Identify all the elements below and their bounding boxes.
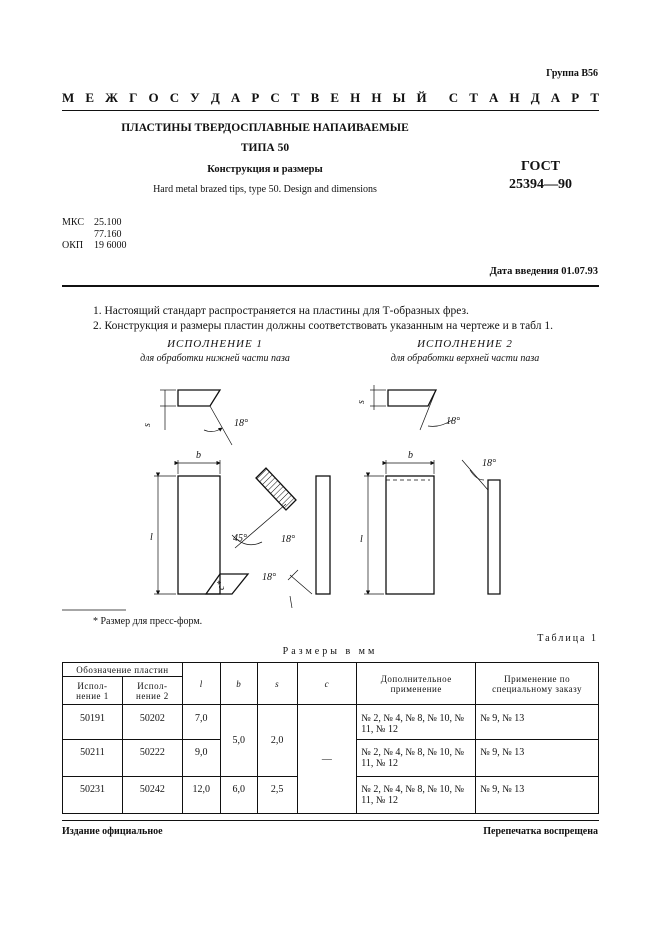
banner-letter: Р (571, 90, 580, 105)
banner-letter: Ж (105, 90, 118, 105)
banner-letter: Н (350, 90, 361, 105)
execution-2-title: ИСПОЛНЕНИЕ 2 (417, 338, 513, 350)
ex2-front-view (386, 476, 434, 594)
cell-ex2: 50242 (122, 777, 182, 814)
th-ex2: Испол-нение 2 (122, 677, 182, 705)
th-ex1: Испол-нение 1 (63, 677, 123, 705)
banner-letter: Е (330, 90, 340, 105)
paragraph-1: 1. Настоящий стандарт распространяется на пластины для Т-образных фрез. (93, 305, 469, 317)
ex1-bevel (206, 574, 248, 594)
banner-letter: В (310, 90, 320, 105)
cell-extra: № 2, № 4, № 8, № 10, № 11, № 12 (357, 740, 476, 777)
gost-label: ГОСТ (520, 159, 561, 174)
banner-letter: Г (129, 90, 138, 105)
banner-letter: Т (469, 90, 478, 105)
banner-letter: Ы (392, 90, 406, 105)
cell-ex1: 50231 (63, 777, 123, 814)
banner-letter: М (62, 90, 75, 105)
cell-b: 6,0 (220, 777, 257, 814)
footnote: * Размер для пресс-форм. (93, 616, 203, 627)
banner-letter: А (230, 90, 241, 105)
banner-letter: Д (530, 90, 540, 105)
th-l: l (182, 663, 220, 705)
banner-letter: У (190, 90, 200, 105)
th-special: Применение по специальному заказу (476, 663, 599, 705)
execution-2-subtitle: для обработки верхней части паза (390, 353, 540, 364)
ex1-side-view (316, 476, 330, 594)
title-line-2: ТИПА 50 (240, 142, 290, 154)
cell-ex1: 50191 (63, 705, 123, 740)
ex1-section (256, 468, 296, 510)
banner-letter: А (489, 90, 499, 105)
banner-letter: А (550, 90, 561, 105)
cell-b-merged: 5,0 (220, 705, 257, 777)
cell-special: № 9, № 13 (476, 740, 599, 777)
angle-18-ex1-section: 18° (281, 534, 295, 545)
dim-b-ex2: b (408, 450, 413, 461)
th-designation: Обозначение пластин (63, 663, 183, 677)
dim-c: c* (216, 580, 227, 590)
title-english: Hard metal brazed tips, type 50. Design and dimensions (153, 184, 377, 195)
footer-rule (62, 820, 599, 821)
dimensions-table (62, 662, 599, 814)
code-value: 25.100 (94, 217, 122, 228)
execution-1-subtitle: для обработки нижней части паза (140, 353, 290, 364)
code-value: 19 6000 (94, 240, 127, 251)
execution-1-title: ИСПОЛНЕНИЕ 1 (167, 338, 263, 350)
banner-letter: Е (85, 90, 95, 105)
code-key: ОКП (62, 240, 84, 251)
ex2-top-view (388, 390, 436, 406)
cell-ex1: 50211 (63, 740, 123, 777)
angle-18-ex2-side: 18° (482, 458, 496, 469)
cell-s-merged: 2,0 (257, 705, 297, 777)
cell-l: 9,0 (182, 740, 220, 777)
cell-ex2: 50222 (122, 740, 182, 777)
date-label: Дата введения (489, 266, 559, 277)
cell-ex2: 50202 (122, 705, 182, 740)
footer-official-edition: Издание официальное (62, 826, 163, 837)
banner-letter: Т (590, 90, 599, 105)
angle-45: 45° (233, 533, 247, 544)
banner-letter: С (448, 90, 459, 105)
banner-letter: Й (416, 90, 427, 105)
banner-letter: С (270, 90, 280, 105)
dim-b-ex1: b (196, 450, 201, 461)
ex1-top-view (178, 390, 220, 406)
banner-letter: Т (290, 90, 300, 105)
angle-18-ex2-top: 18° (446, 416, 460, 427)
banner-letter: Р (251, 90, 260, 105)
dim-s-ex2: s (356, 400, 367, 404)
table-units: Размеры в мм (282, 646, 378, 657)
footer-reprint-prohibited: Перепечатка воспрещена (483, 826, 598, 837)
th-c: c (297, 663, 357, 705)
code-key: МКС (62, 217, 84, 228)
date-value: 01.07.93 (561, 266, 598, 277)
ex1-front-view (178, 476, 220, 594)
title-line-3: Конструкция и размеры (207, 164, 323, 175)
ex2-side-view (488, 480, 500, 594)
cell-s: 2,5 (257, 777, 297, 814)
banner-letter: Н (509, 90, 520, 105)
th-extra: Дополнительное применение (357, 663, 476, 705)
angle-18-ex1-top: 18° (234, 418, 248, 429)
gost-number: 25394—90 (509, 177, 572, 192)
cell-l: 12,0 (182, 777, 220, 814)
dim-l-ex1: l (150, 532, 153, 543)
dim-l-ex2: l (360, 534, 363, 545)
paragraph-2: 2. Конструкция и размеры пластин должны соответствовать указанным на чертеже и в табл 1. (93, 320, 553, 332)
cell-l: 7,0 (182, 705, 220, 740)
banner-letter: Н (371, 90, 382, 105)
code-value: 77.160 (94, 228, 122, 240)
cell-extra: № 2, № 4, № 8, № 10, № 11, № 12 (357, 705, 476, 740)
banner-letter: Д (210, 90, 220, 105)
group-code: Группа В56 (546, 68, 598, 79)
table-row (63, 705, 599, 740)
table-number: Таблица 1 (537, 633, 598, 644)
cell-special: № 9, № 13 (476, 777, 599, 814)
th-b: b (220, 663, 257, 705)
title-line-1: ПЛАСТИНЫ ТВЕРДОСПЛАВНЫЕ НАПАИВАЕМЫЕ (121, 122, 409, 134)
cell-special: № 9, № 13 (476, 705, 599, 740)
cell-c-merged: — (297, 705, 357, 814)
angle-18-ex1-side: 18° (262, 572, 276, 583)
banner-letter: С (169, 90, 180, 105)
cell-extra: № 2, № 4, № 8, № 10, № 11, № 12 (357, 777, 476, 814)
banner-letter: О (148, 90, 159, 105)
dim-s-ex1: s (142, 423, 153, 427)
th-s: s (257, 663, 297, 705)
